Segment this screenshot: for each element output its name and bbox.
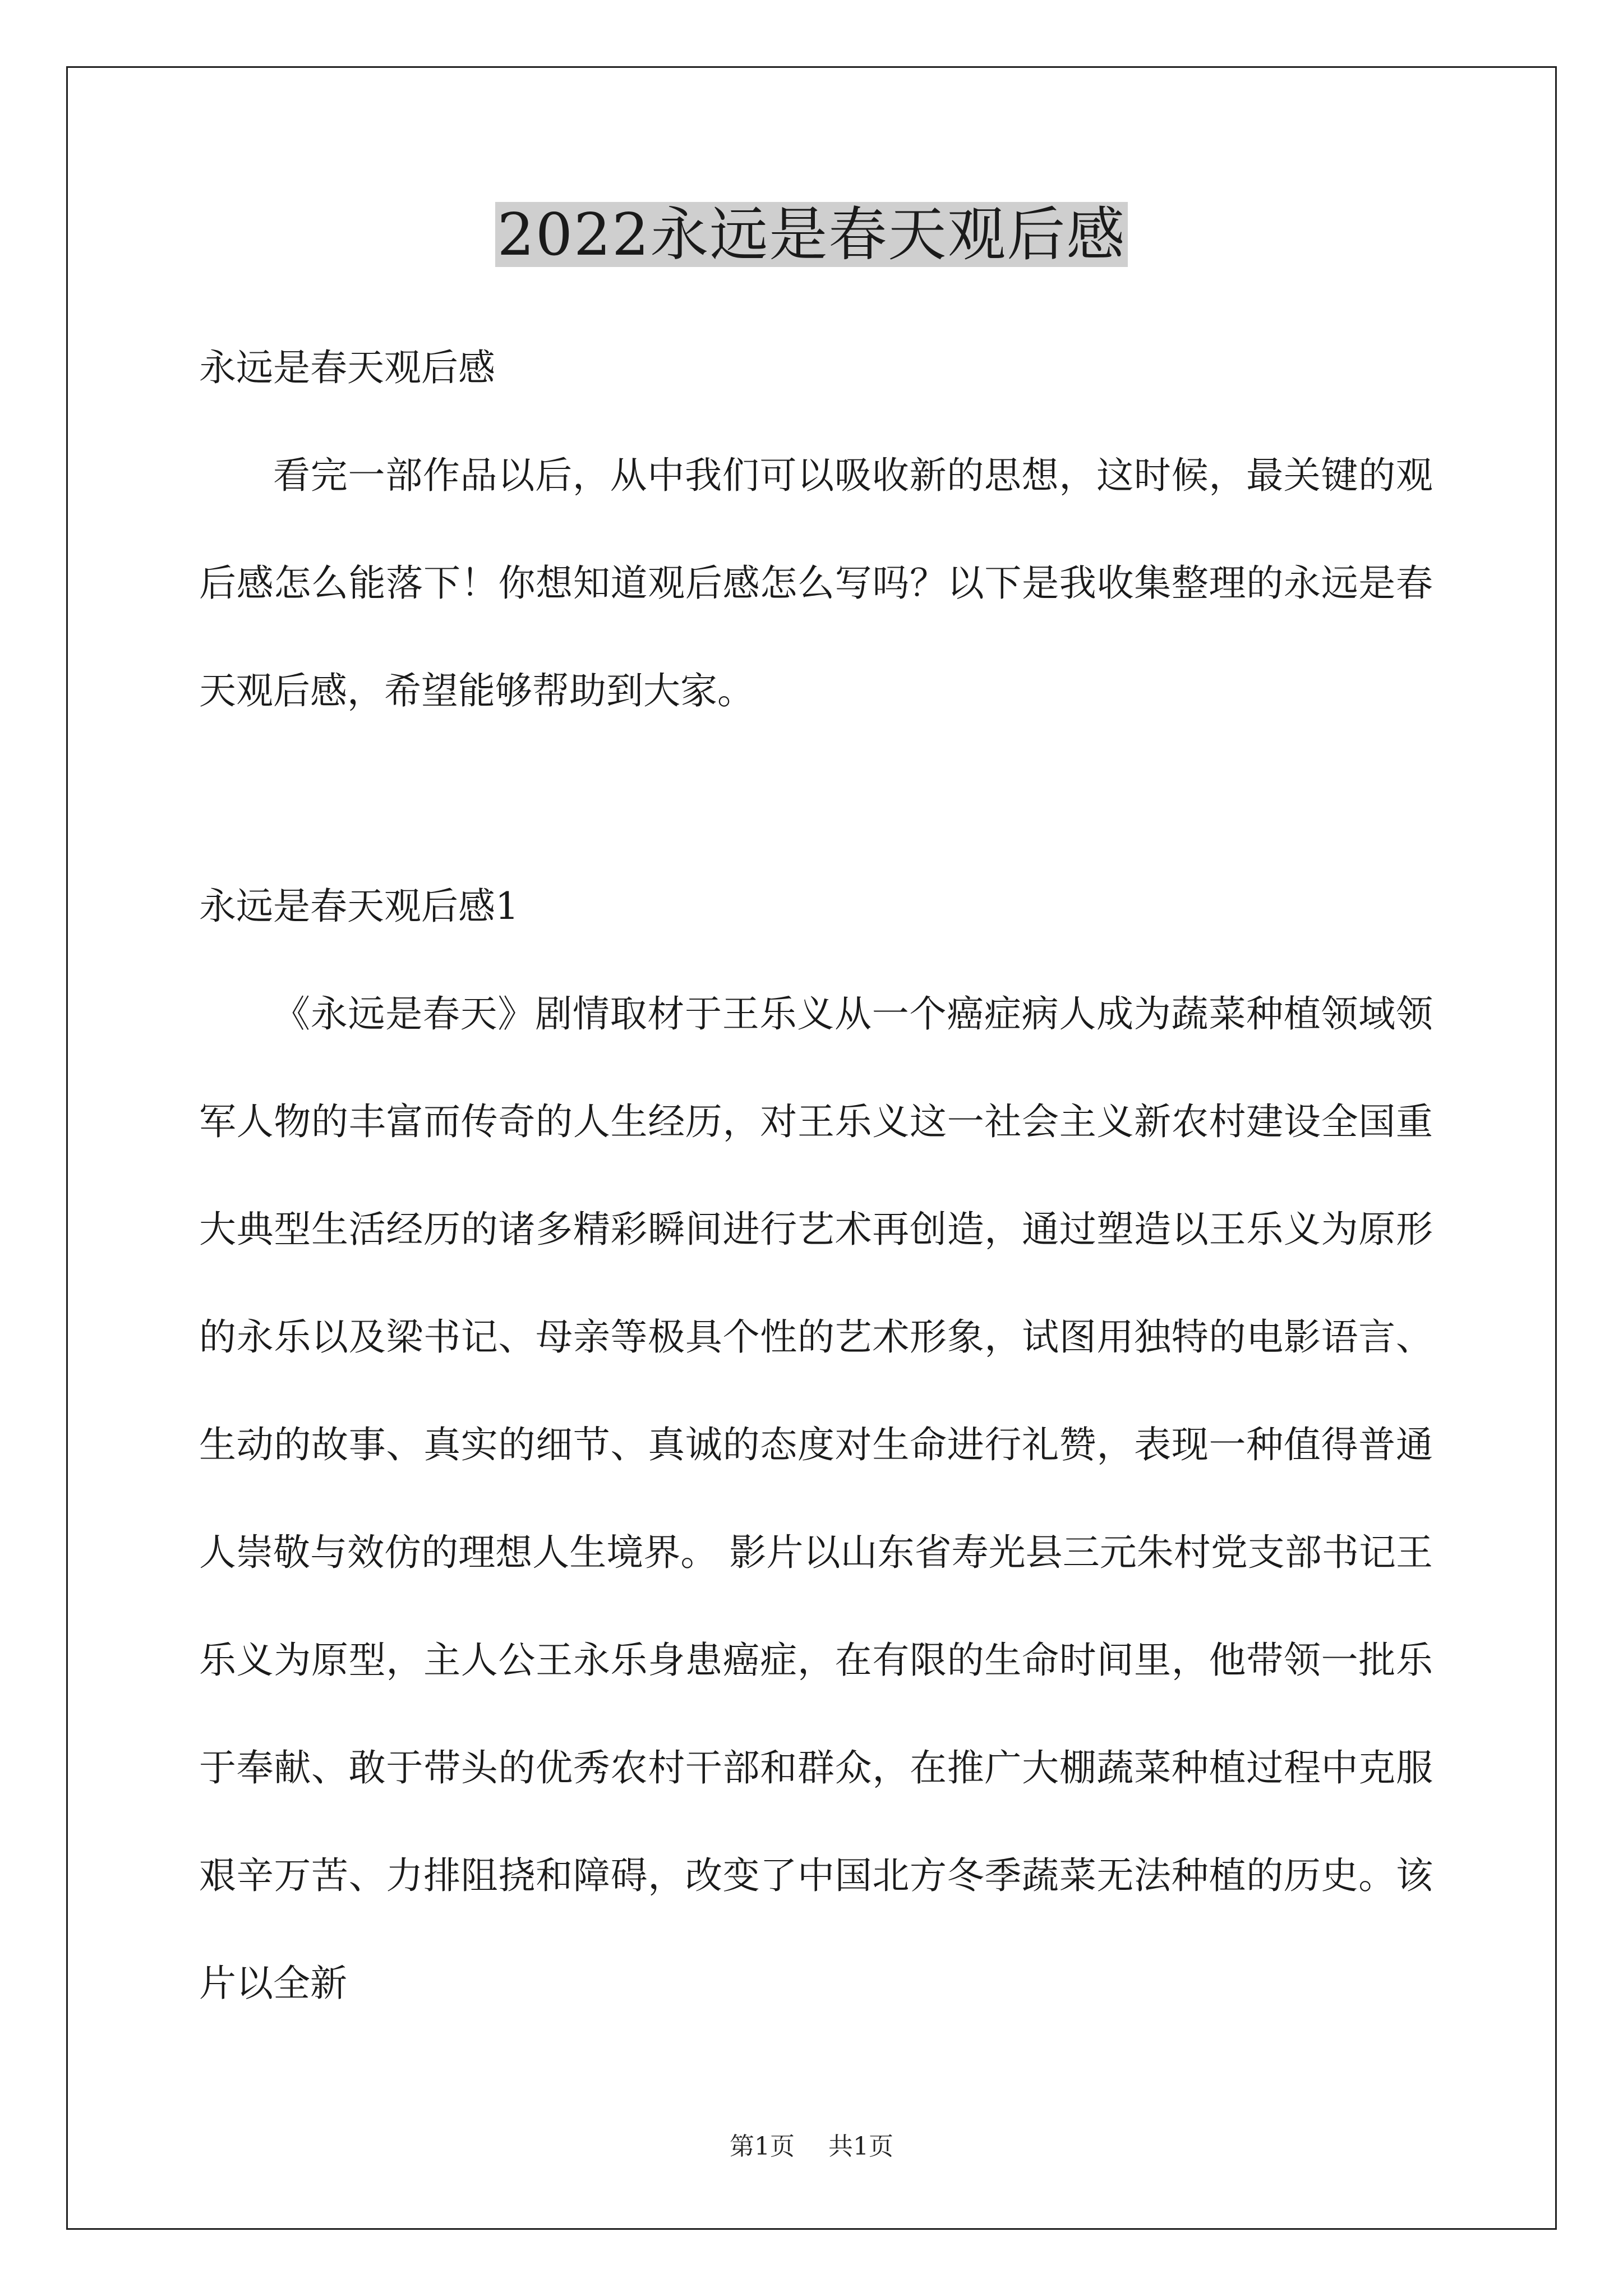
paragraph-gap	[199, 745, 1433, 853]
intro-paragraph: 看完一部作品以后，从中我们可以吸收新的思想，这时候，最关键的观后感怎么能落下！你想知道观后感怎么写吗？以下是我收集整理的永远是春天观后感，希望能够帮助到大家。	[199, 454, 1433, 712]
section-paragraph: 《永远是春天》剧情取材于王乐义从一个癌症病人成为蔬菜种植领域领军人物的丰富而传奇的人生经历，对王乐义这一社会主义新农村建设全国重大典型生活经历的诸多精彩瞬间进行艺术再创造，通过塑造以王乐义为原形的永乐以及梁书记、母亲等极具个性的艺术形象，试图用独特的电影语言、生动的故事、真实的细节、真诚的态度对生命进行礼赞，表现一种值得普通人崇敬与效仿的理想人生境界。 影片以山东省寿光县三元朱村党支部书记王乐义为原型，主人公王永乐身患癌症，在有限的生命时间里，他带领一批乐于奉献、敢于带头的优秀农村干部和群众，在推广大棚蔬菜种植过程中克服艰辛万苦、力排阻挠和障碍，改变了中国北方冬季蔬菜无法种植的历史。该片以全新	[199, 992, 1433, 2005]
page-total: 共1页	[828, 2132, 893, 2161]
document-title	[0, 202, 1623, 267]
document-title-text: 2022永远是春天观后感	[495, 202, 1128, 267]
page-footer	[0, 2126, 1623, 2162]
document-body	[199, 314, 1433, 2037]
page-number: 第1页	[730, 2132, 795, 2161]
document-subtitle: 永远是春天观后感	[199, 346, 495, 389]
section-heading: 永远是春天观后感1	[199, 885, 519, 928]
